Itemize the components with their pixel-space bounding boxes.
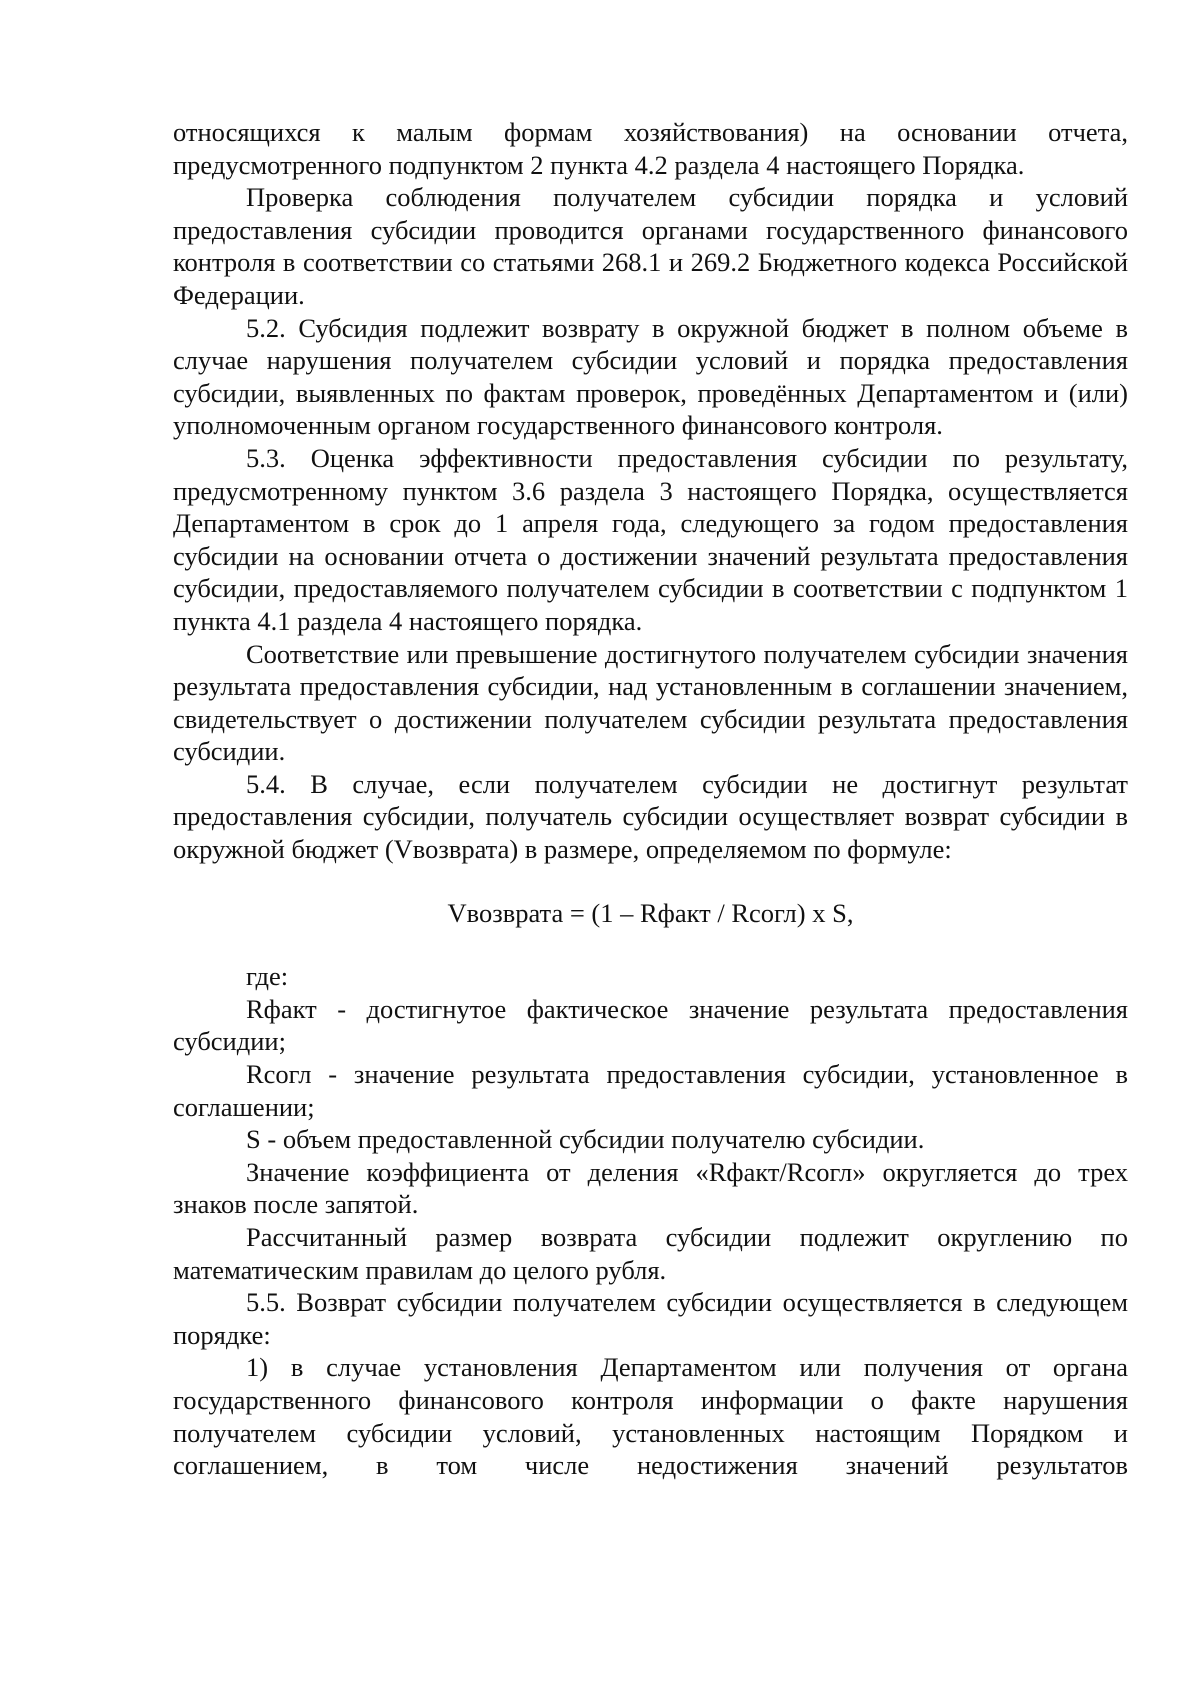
paragraph-continuation: относящихся к малым формам хозяйствования) на основании отчета, предусмотренного подпунктом 2 пункта 4.2 раздела 4 настоящего Порядка. bbox=[173, 117, 1128, 180]
paragraph-where: где: bbox=[246, 961, 289, 992]
definition-s: S - объем предоставленной субсидии получателю субсидии. bbox=[246, 1124, 925, 1155]
paragraph-5-2: 5.2. Субсидия подлежит возврату в окружной бюджет в полном объеме в случае нарушения получателем субсидии условий и порядка предоставления субсидии, выявленных по фактам проверок, проведённых Департаментом и (или) уполномоченным органом государственного финансового контроля. bbox=[173, 312, 1128, 441]
paragraph-5-5: 5.5. Возврат субсидии получателем субсидии осуществляется в следующем порядке: bbox=[173, 1287, 1128, 1350]
paragraph-verification: Проверка соблюдения получателем субсидии порядка и условий предоставления субсидии проводится органами государственного финансового контроля в соответствии со статьями 268.1 и 269.2 Бюджетного кодекса Российской Федерации. bbox=[173, 182, 1128, 310]
definition-rfact: Rфакт - достигнутое фактическое значение результата предоставления субсидии; bbox=[173, 993, 1128, 1057]
paragraph-compliance: Соответствие или превышение достигнутого получателем субсидии значения результата предоставления субсидии, над установленным в соглашении значением, свидетельствует о достижении получателем субсидии результата предоставления субсидии. bbox=[173, 638, 1128, 767]
document-text bbox=[173, 116, 1128, 1482]
list-item-1: 1) в случае установления Департаментом или получения от органа государственного финансового контроля информации о факте нарушения получателем субсидии условий, установленных настоящим Порядком и соглашением, в том числе недостижения значений результатов bbox=[173, 1352, 1128, 1481]
paragraph-amount-rounding: Рассчитанный размер возврата субсидии подлежит округлению по математическим правилам до целого рубля. bbox=[173, 1222, 1128, 1285]
paragraph-5-3: 5.3. Оценка эффективности предоставления субсидии по результату, предусмотренному пунктом 3.6 раздела 3 настоящего Порядка, осуществляется Департаментом в срок до 1 апреля года, следующего за годом предоставления субсидии на основании отчета о достижении значений результата предоставления субсидии, предоставляемого получателем субсидии в соответствии с подпунктом 1 пункта 4.1 раздела 4 настоящего порядка. bbox=[173, 442, 1128, 636]
definition-rsogl: Rсогл - значение результата предоставления субсидии, установленное в соглашении; bbox=[173, 1059, 1128, 1122]
paragraph-5-4: 5.4. В случае, если получателем субсидии не достигнут результат предоставления субсидии, получатель субсидии осуществляет возврат субсидии в окружной бюджет (Vвозврата) в размере, определяемом по формуле: bbox=[173, 768, 1128, 865]
paragraph-coefficient-rounding: Значение коэффициента от деления «Rфакт/Rсогл» округляется до трех знаков после запятой. bbox=[173, 1156, 1128, 1220]
return-formula: Vвозврата = (1 – Rфакт / Rсогл) х S, bbox=[447, 897, 854, 928]
